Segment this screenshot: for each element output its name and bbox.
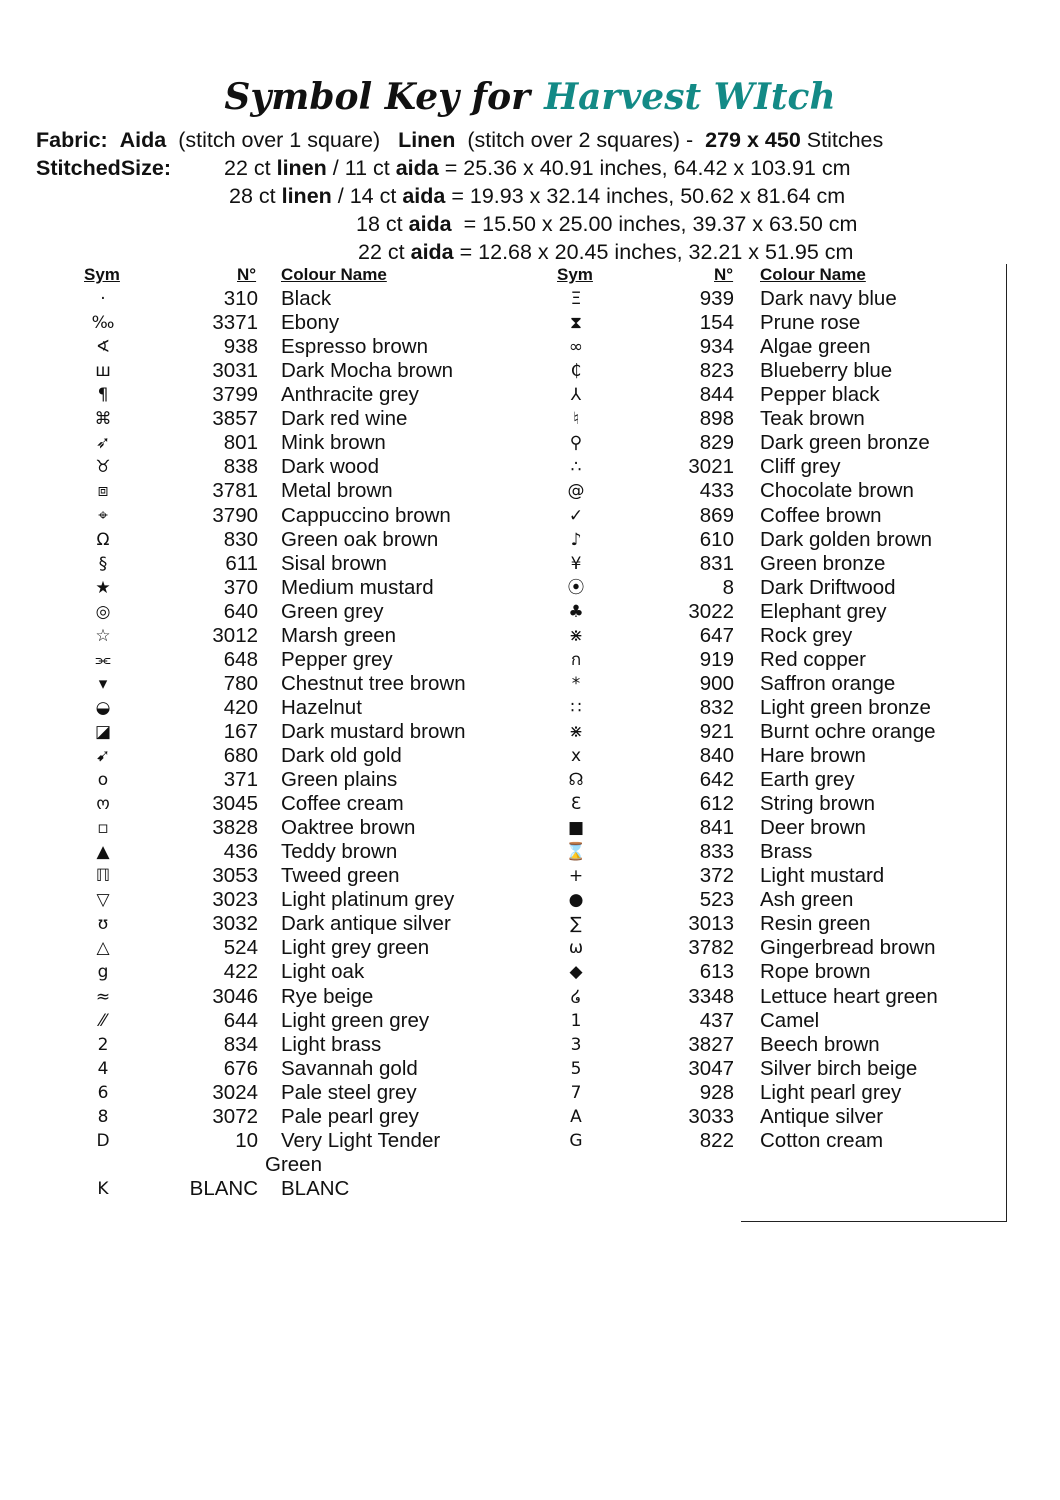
size-fabric: aida (395, 156, 439, 180)
colour-name: Dark red wine (281, 407, 408, 431)
colour-name: Rope brown (760, 960, 871, 984)
colour-name: Espresso brown (281, 335, 428, 359)
table-row (0, 1105, 1000, 1129)
colour-name: Medium mustard (281, 575, 434, 599)
table-row (0, 864, 1000, 888)
colour-name: Prune rose (760, 311, 861, 335)
colour-name: Marsh green (281, 623, 397, 647)
symbol-glyph: ◒ (95, 697, 111, 718)
symbol-glyph: ∞ (568, 337, 584, 358)
floss-number: 3033 (688, 1104, 734, 1128)
symbol-glyph: @ (567, 481, 585, 502)
symbol-glyph: ★ (95, 577, 111, 598)
colour-name: Pepper grey (281, 647, 393, 671)
floss-number: 3013 (688, 912, 734, 936)
floss-number: 3790 (212, 503, 258, 527)
symbol-glyph: ¥ (570, 553, 582, 574)
colour-name: Light pearl grey (760, 1080, 902, 1104)
floss-number: 370 (223, 575, 258, 599)
floss-number: 831 (699, 551, 734, 575)
floss-number: 840 (699, 744, 734, 767)
symbol-glyph: K (97, 1178, 109, 1199)
table-row (0, 696, 1000, 720)
table-row (0, 912, 1000, 936)
colour-name: Light brass (281, 1032, 382, 1056)
floss-number: 822 (699, 1128, 734, 1152)
colour-name: Chocolate brown (760, 479, 914, 503)
colour-name: Very Light Tender (281, 1128, 441, 1152)
colour-name: Light oak (281, 960, 365, 984)
symbol-glyph: ო (96, 794, 110, 814)
floss-number: 648 (223, 647, 258, 671)
symbol-glyph: A (570, 1106, 582, 1127)
pattern-name: Harvest WItch (544, 76, 836, 118)
floss-number: 3799 (212, 383, 258, 407)
table-row (0, 744, 1000, 768)
colour-name: Dark old gold (281, 744, 402, 767)
size-row-4 (358, 240, 853, 265)
colour-name: Red copper (760, 647, 866, 671)
symbol-glyph: ໒ (570, 986, 582, 1007)
size-fabric: aida (402, 184, 446, 208)
floss-number: 934 (699, 335, 734, 359)
table-row (0, 888, 1000, 912)
symbol-glyph: G (569, 1130, 583, 1151)
symbol-glyph: ⦿ (567, 577, 585, 598)
stitched-size-label: StitchedSize: (36, 156, 171, 180)
colour-name: Cotton cream (760, 1128, 884, 1152)
page-title (0, 76, 1060, 118)
colour-name: Ash green (760, 888, 854, 912)
symbol-glyph: ก (570, 649, 582, 670)
table-row (0, 624, 1000, 648)
size-fabric: linen (281, 184, 332, 208)
colour-name: Chestnut tree brown (281, 671, 466, 695)
colour-name: Teak brown (760, 407, 865, 431)
symbol-glyph: ‰ (91, 313, 115, 334)
floss-number: 610 (699, 527, 734, 551)
colour-name: Dark antique silver (281, 912, 451, 936)
symbol-glyph: D (96, 1130, 110, 1151)
floss-number: 898 (699, 407, 734, 431)
floss-number: 154 (699, 311, 734, 335)
floss-number: 3781 (212, 479, 258, 503)
symbol-glyph: ω (568, 938, 584, 959)
colour-name: Green oak brown (281, 527, 439, 551)
colour-name: Rye beige (281, 984, 374, 1008)
table-row (0, 335, 1000, 359)
symbol-glyph: ₵ (570, 361, 582, 382)
symbol-glyph: ∢ (95, 337, 111, 358)
colour-name: Beech brown (760, 1032, 880, 1056)
symbol-glyph: ● (568, 890, 584, 911)
symbol-glyph: ▽ (96, 890, 110, 911)
table-row (0, 1009, 1000, 1033)
table-row (0, 359, 1000, 383)
floss-number: 3032 (212, 912, 258, 936)
colour-name: Antique silver (760, 1104, 884, 1128)
floss-number: 838 (223, 455, 258, 479)
floss-number: 642 (699, 768, 734, 791)
symbol-glyph: ℿ (95, 866, 111, 887)
floss-number: 3023 (212, 888, 258, 912)
symbol-glyph: ∑ (570, 914, 582, 935)
floss-number: 3371 (212, 311, 258, 335)
floss-number: 524 (223, 936, 258, 960)
floss-number: 939 (699, 287, 734, 310)
table-row (0, 985, 1000, 1009)
stitches-label: Stitches (806, 128, 884, 152)
colour-name: Green grey (281, 599, 384, 623)
floss-number: 523 (699, 888, 734, 912)
symbol-glyph: 4 (97, 1058, 109, 1079)
symbol-glyph: * (571, 673, 581, 694)
colour-name: Light green bronze (760, 695, 931, 719)
symbol-glyph: 7 (570, 1082, 582, 1103)
colour-name: Light grey green (281, 936, 430, 960)
symbol-glyph: ¶ (97, 385, 109, 406)
table-row (0, 431, 1000, 455)
table-row (0, 287, 1000, 311)
fabric-aida: Aida (119, 128, 167, 152)
colour-name: Pale pearl grey (281, 1104, 419, 1128)
floss-number: 832 (699, 695, 734, 719)
floss-number: 371 (223, 768, 258, 791)
table-row (0, 1177, 1000, 1201)
title-prefix: Symbol Key for (224, 76, 531, 118)
colour-name: Dark mustard brown (281, 719, 466, 743)
size-ct: 18 ct (356, 212, 403, 236)
floss-number: 676 (223, 1056, 258, 1080)
symbol-glyph: Ξ (570, 289, 582, 309)
size-row-2 (229, 184, 845, 209)
size-ct: 22 ct (358, 240, 405, 264)
symbol-glyph: x (570, 746, 582, 766)
symbol-glyph: ∷ (570, 697, 582, 718)
table-row (0, 720, 1000, 744)
size-dims: = 25.36 x 40.91 inches, 64.42 x 103.91 cm (444, 156, 851, 180)
floss-number: 3047 (688, 1056, 734, 1080)
colour-name: Mink brown (281, 431, 386, 455)
floss-number: 829 (699, 431, 734, 455)
symbol-glyph: ➶ (95, 433, 111, 454)
table-row (0, 672, 1000, 696)
symbol-glyph: ⅄ (570, 385, 582, 406)
symbol-glyph: ⫘ (95, 649, 111, 670)
colour-name: Coffee brown (760, 503, 882, 527)
symbol-glyph: ⌘ (94, 409, 112, 430)
symbol-glyph: ⧈ (97, 481, 109, 502)
table-row (0, 1057, 1000, 1081)
colour-name-continued: Green (265, 1152, 322, 1176)
colour-name: Lettuce heart green (760, 984, 938, 1008)
colour-name: Ebony (281, 311, 340, 335)
right-border (1006, 264, 1007, 1222)
symbol-glyph: Ω (96, 529, 110, 550)
floss-number: 436 (223, 840, 258, 864)
colour-name: Rock grey (760, 623, 853, 647)
colour-name: Coffee cream (281, 792, 404, 815)
floss-number: 3012 (212, 623, 258, 647)
symbol-glyph: ш (95, 361, 111, 382)
symbol-glyph: ⌛ (565, 842, 587, 863)
floss-number: 830 (223, 527, 258, 551)
symbol-glyph: ☊ (568, 770, 584, 790)
floss-number: 869 (699, 503, 734, 527)
floss-number: 613 (699, 960, 734, 984)
symbol-glyph: ⁄⁄ (100, 1010, 106, 1031)
floss-number: 3828 (212, 816, 258, 840)
table-row (0, 407, 1000, 431)
table-row (0, 768, 1000, 792)
header-num-left: N° (237, 265, 257, 284)
symbol-glyph: 5 (570, 1058, 582, 1079)
floss-number: 433 (699, 479, 734, 503)
floss-number: 167 (223, 719, 258, 743)
fabric-label: Fabric: (36, 128, 108, 152)
colour-name: Teddy brown (281, 840, 398, 864)
colour-name: Dark navy blue (760, 287, 897, 310)
floss-number: 372 (699, 864, 734, 888)
floss-number: 900 (699, 671, 734, 695)
size-sep: / 14 ct (337, 184, 397, 208)
floss-number: 420 (223, 695, 258, 719)
table-row (0, 311, 1000, 335)
symbol-glyph: ▾ (98, 673, 108, 694)
colour-name: Dark Mocha brown (281, 359, 454, 383)
table-row (0, 479, 1000, 503)
table-row-continuation (0, 1153, 1000, 1177)
fabric-line (36, 128, 883, 153)
floss-number: 3782 (688, 936, 734, 960)
floss-number: 8 (722, 575, 734, 599)
fabric-linen-note: (stitch over 2 squares) - (467, 128, 694, 152)
colour-name: String brown (760, 792, 876, 815)
colour-name: Cappuccino brown (281, 503, 451, 527)
colour-name: Light mustard (760, 864, 885, 888)
symbol-glyph: ∴ (570, 457, 582, 478)
floss-number: 644 (223, 1008, 258, 1032)
symbol-glyph: ◎ (95, 601, 111, 622)
floss-number: BLANC (189, 1176, 258, 1200)
table-row (0, 792, 1000, 816)
colour-name: Hare brown (760, 744, 866, 767)
floss-number: 919 (699, 647, 734, 671)
table-row (0, 455, 1000, 479)
symbol-glyph: 3 (570, 1034, 582, 1055)
symbol-glyph: ▲ (96, 842, 110, 863)
symbol-glyph: ♪ (570, 529, 582, 550)
floss-number: 780 (223, 671, 258, 695)
colour-name: Sisal brown (281, 551, 387, 575)
table-row (0, 816, 1000, 840)
colour-name: Resin green (760, 912, 871, 936)
floss-number: 3024 (212, 1080, 258, 1104)
colour-name: Silver birch beige (760, 1056, 918, 1080)
colour-name: Green bronze (760, 551, 886, 575)
colour-name: Pepper black (760, 383, 880, 407)
colour-name: Deer brown (760, 816, 866, 840)
size-fabric: aida (408, 212, 452, 236)
bottom-border (741, 1221, 1007, 1222)
symbol-glyph: ♣ (568, 601, 584, 622)
floss-number: 437 (699, 1008, 734, 1032)
colour-name: Saffron orange (760, 671, 896, 695)
floss-number: 3053 (212, 864, 258, 888)
floss-number: 3827 (688, 1032, 734, 1056)
symbol-glyph: 8 (97, 1106, 109, 1127)
table-row (0, 504, 1000, 528)
floss-number: 422 (223, 960, 258, 984)
colour-name: Green plains (281, 768, 398, 791)
colour-name: Blueberry blue (760, 359, 893, 383)
floss-number: 3072 (212, 1104, 258, 1128)
table-row (0, 552, 1000, 576)
symbol-glyph: ■ (567, 818, 585, 839)
colour-name: Anthracite grey (281, 383, 419, 407)
fabric-linen: Linen (398, 128, 456, 152)
floss-number: 611 (225, 551, 258, 575)
table-row (0, 1081, 1000, 1105)
floss-number: 3022 (688, 599, 734, 623)
symbol-glyph: ⧗ (570, 313, 582, 334)
symbol-glyph: ♉ (95, 457, 111, 478)
header-sym-right: Sym (557, 265, 593, 284)
colour-name: Camel (760, 1008, 820, 1032)
floss-number: 938 (223, 335, 258, 359)
symbol-glyph: ◆ (569, 962, 583, 983)
table-row (0, 648, 1000, 672)
table-row (0, 1129, 1000, 1153)
floss-number: 928 (699, 1080, 734, 1104)
symbol-glyph: ▫ (97, 818, 109, 839)
table-row (0, 840, 1000, 864)
symbol-glyph: ☆ (95, 625, 111, 646)
table-row (0, 528, 1000, 552)
size-row-1 (224, 156, 851, 181)
size-sep: / 11 ct (332, 156, 390, 180)
symbol-glyph: ʊ (97, 914, 109, 935)
floss-number: 612 (699, 792, 734, 815)
size-ct: 22 ct (224, 156, 271, 180)
colour-name: Oaktree brown (281, 816, 416, 840)
colour-name: Pale steel grey (281, 1080, 417, 1104)
size-dims: = 19.93 x 32.14 inches, 50.62 x 81.64 cm (451, 184, 846, 208)
symbol-glyph: § (98, 553, 108, 574)
header-num-right: N° (714, 265, 734, 284)
floss-number: 841 (699, 816, 734, 840)
symbol-glyph: ◪ (94, 721, 112, 742)
size-dims: = 15.50 x 25.00 inches, 39.37 x 63.50 cm (457, 212, 858, 236)
floss-number: 3046 (212, 984, 258, 1008)
table-row (0, 1033, 1000, 1057)
symbol-glyph: + (568, 866, 584, 887)
symbol-glyph: · (100, 289, 106, 309)
colour-name: Dark green bronze (760, 431, 930, 455)
colour-name: Black (281, 287, 332, 310)
symbol-glyph: ✓ (568, 505, 584, 526)
colour-name: Cliff grey (760, 455, 841, 479)
colour-name: Savannah gold (281, 1056, 418, 1080)
floss-number: 823 (699, 359, 734, 383)
header-name-right: Colour Name (760, 265, 866, 284)
floss-number: 10 (235, 1128, 258, 1152)
colour-name: Elephant grey (760, 599, 887, 623)
symbol-glyph: o (97, 770, 109, 790)
floss-number: 640 (223, 599, 258, 623)
size-fabric: aida (410, 240, 454, 264)
floss-number: 801 (223, 431, 258, 455)
colour-name: Light green grey (281, 1008, 430, 1032)
colour-name: Algae green (760, 335, 871, 359)
symbol-glyph: ➹ (95, 746, 111, 766)
floss-number: 3045 (212, 792, 258, 815)
floss-number: 3348 (688, 984, 734, 1008)
colour-name: Tweed green (281, 864, 400, 888)
symbol-glyph: 6 (97, 1082, 109, 1103)
size-dims: = 12.68 x 20.45 inches, 32.21 x 51.95 cm (459, 240, 854, 264)
size-fabric: linen (276, 156, 327, 180)
colour-name: Earth grey (760, 768, 855, 791)
floss-number: 3857 (212, 407, 258, 431)
colour-name: Metal brown (281, 479, 393, 503)
colour-name: Light platinum grey (281, 888, 455, 912)
floss-number: 680 (223, 744, 258, 767)
symbol-glyph: △ (96, 938, 110, 959)
colour-name: Dark wood (281, 455, 379, 479)
colour-name: BLANC (281, 1176, 350, 1200)
symbol-glyph: 2 (97, 1034, 109, 1055)
symbol-glyph: g (97, 962, 109, 983)
table-row (0, 600, 1000, 624)
floss-number: 834 (223, 1032, 258, 1056)
header-sym-left: Sym (84, 265, 120, 284)
colour-name: Dark Driftwood (760, 575, 896, 599)
table-row (0, 936, 1000, 960)
header-name-left: Colour Name (281, 265, 387, 284)
table-row (0, 383, 1000, 407)
symbol-glyph: ⚲ (569, 433, 583, 454)
symbol-glyph: ⋇ (568, 625, 584, 646)
floss-number: 3031 (212, 359, 258, 383)
symbol-glyph: 1 (570, 1010, 582, 1031)
colour-name: Hazelnut (281, 695, 362, 719)
stitch-count: 279 x 450 (705, 128, 801, 152)
symbol-glyph: ≈ (95, 986, 111, 1007)
table-row (0, 960, 1000, 984)
floss-number: 3021 (688, 455, 734, 479)
symbol-glyph: Ɛ (570, 794, 582, 814)
size-row-3 (356, 212, 857, 237)
floss-number: 310 (223, 287, 258, 310)
colour-name: Gingerbread brown (760, 936, 936, 960)
floss-number: 844 (699, 383, 734, 407)
floss-number: 833 (699, 840, 734, 864)
colour-name: Dark golden brown (760, 527, 933, 551)
colour-name: Burnt ochre orange (760, 719, 936, 743)
floss-number: 647 (699, 623, 734, 647)
colour-name: Brass (760, 840, 813, 864)
size-ct: 28 ct (229, 184, 276, 208)
table-row (0, 576, 1000, 600)
symbol-glyph: ⌖ (98, 505, 108, 526)
symbol-glyph: ⋇ (568, 721, 584, 742)
fabric-aida-note: (stitch over 1 square) (178, 128, 381, 152)
symbol-glyph: ♮ (572, 409, 580, 430)
floss-number: 921 (699, 719, 734, 743)
